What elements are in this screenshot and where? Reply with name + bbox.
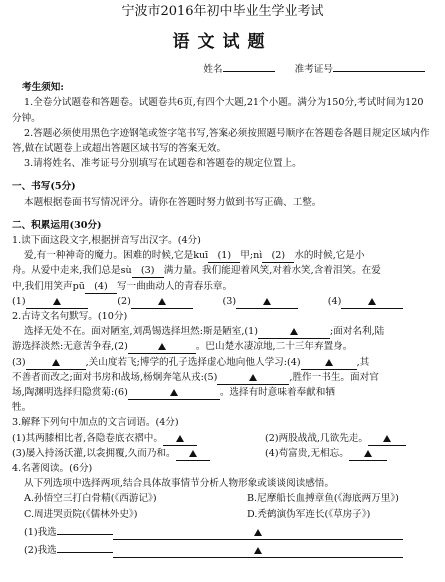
answer-marker-icon	[290, 328, 298, 335]
answer-marker-icon	[189, 450, 197, 457]
q2-line-5: 场,陶渊明选择归隐赏菊:(6) 。选择有时意味着奉献和牺	[12, 387, 335, 399]
q2-line-1: 选择无处不在。面对陋室,刘禹锡选择坦然:斯是陋室,(1) ;面对名利,陆	[24, 326, 385, 338]
q1-answer-4[interactable]	[341, 296, 403, 309]
id-label: 准考证号	[294, 64, 333, 75]
q4-answer-1-choice[interactable]	[57, 522, 113, 535]
q2-blank-5[interactable]	[217, 372, 289, 385]
notice-title: 考生须知:	[22, 82, 64, 94]
q4-answer-1-line: (1)我选	[12, 522, 433, 540]
q4-intro: 从下列选项中选择两项,结合具体故事情节分析人物形象或谈谈阅读感悟。	[24, 478, 335, 490]
q4-option-b[interactable]: B.尼摩船长血搏章鱼(《海底两万里》)	[247, 493, 399, 505]
q4-option-a[interactable]: A.孙悟空三打白骨精(《西游记》)	[24, 493, 157, 505]
section-1-title: 一、书写(5分)	[12, 181, 76, 193]
notice-item-2: 2.答题必须使用黑色字迹钢笔或签字笔书写,答案必须按照题号顺序在答题卷各题目规定区域内作答,做在试题卷上或超出答题区域书写的答案无效。	[12, 127, 430, 155]
q4-options-row-1	[12, 491, 433, 506]
q1-line-1: 爱,有一种神奇的魔力。困难的时候,它是kuī (1) 甲;nì (2) 水的时候,它是小	[24, 250, 365, 262]
q4-answer-2-text[interactable]	[113, 545, 403, 558]
q2-line-4: 不善者而改之;面对书房和战场,杨炯奔笔从戎:(5) ,胜作一书生。面对官	[12, 371, 379, 383]
q4-options-row-2	[12, 507, 433, 522]
q4-stem: 4.名著阅读。(6分)	[12, 463, 93, 475]
q3-answer-4[interactable]	[349, 448, 387, 461]
q2-line-6: 牲。	[12, 402, 32, 414]
q2-stem: 2.古诗文名句默写。(10分)	[12, 311, 128, 323]
q2-line-2: 游选择淡然:无意苦争春,(2) 。巴山楚水凄凉地,二十三年弃置身。	[12, 341, 353, 353]
notice-item-1: 1.全卷分试题卷和答题卷。试题卷共6页,有四个大题,21个小题。满分为150分,考试时间为120分钟。	[12, 97, 424, 124]
answer-marker-icon	[170, 389, 178, 396]
q3-row-1: (1)其两膝相比者,各隐卷底衣褶中。 (2)两股战战,几欲先走。	[12, 431, 433, 446]
answer-marker-icon	[263, 298, 271, 305]
answer-marker-icon	[254, 547, 262, 554]
q4-answer-2-line: (2)我选	[12, 540, 433, 558]
notice-item-3: 3.请将姓名、准考证号分别填写在试题卷和答题卷的规定位置上。	[24, 158, 302, 170]
q3-answer-3[interactable]	[176, 448, 210, 461]
q2-blank-6[interactable]	[128, 387, 220, 400]
answer-marker-icon	[158, 343, 166, 350]
answer-marker-icon	[176, 435, 184, 442]
q2-blank-4[interactable]	[301, 357, 357, 370]
answer-marker-icon	[254, 529, 262, 536]
answer-marker-icon	[383, 435, 391, 442]
q4-answer-2-choice[interactable]	[57, 540, 113, 553]
q1-line-2: 舟。从爱中走来,我们总是sù (3) 满力量。我们能迎着风笑,对着水笑,含着泪笑。在爱	[12, 265, 381, 277]
q2-blank-3[interactable]	[26, 357, 86, 370]
name-blank[interactable]	[223, 61, 275, 72]
q1-line-3: 中,我们用笑声pū (4) 写一曲曲动人的青春乐章。	[12, 280, 233, 292]
q1-stem: 1.读下面这段文字,根据拼音写出汉字。(4分)	[12, 235, 201, 247]
answer-marker-icon	[52, 359, 60, 366]
answer-marker-icon	[368, 298, 376, 305]
section-2-title: 二、积累运用(30分)	[12, 219, 102, 231]
answer-marker-icon	[53, 298, 61, 305]
answer-marker-icon	[249, 374, 257, 381]
name-label: 姓名	[203, 64, 223, 75]
section-1-text: 本题根据卷面书写情况评分。请你在答题时努力做到书写正确、工整。	[24, 196, 322, 208]
q1-answer-2[interactable]	[131, 296, 193, 309]
q4-option-c[interactable]: C.周进哭贡院(《儒林外史》)	[24, 508, 138, 520]
exam-title: 宁波市2016年初中毕业生学业考试	[121, 4, 324, 19]
answer-marker-icon	[158, 298, 166, 305]
q2-blank-1[interactable]	[258, 326, 330, 339]
q2-blank-2[interactable]	[128, 341, 196, 354]
answer-marker-icon	[364, 450, 372, 457]
q3-answer-2[interactable]	[368, 433, 406, 446]
answer-marker-icon	[325, 359, 333, 366]
q3-row-2: (3)屡入持汤沃灌,以衾拥覆,久而乃和。 (4)苟富贵,无相忘。	[12, 446, 433, 461]
q3-stem: 3.解释下列句中加点的文言词语。(4分)	[12, 417, 179, 429]
q1-answer-1[interactable]	[26, 296, 88, 309]
q4-answer-1-text[interactable]	[113, 527, 403, 540]
q2-line-3: (3) ,关山度若飞;博学的孔子选择虚心地向他人学习:(4) ,其	[12, 356, 370, 368]
q3-answer-1[interactable]	[163, 433, 197, 446]
q1-answer-row: (1) (2) (3) (4)	[12, 294, 433, 309]
q1-answer-3[interactable]	[236, 296, 298, 309]
id-blank[interactable]	[333, 61, 425, 72]
q4-option-d[interactable]: D.秃鹤演伪军连长(《草房子》)	[247, 508, 371, 520]
subject-title: 语文试题	[172, 32, 273, 52]
student-info-bar	[12, 61, 433, 77]
